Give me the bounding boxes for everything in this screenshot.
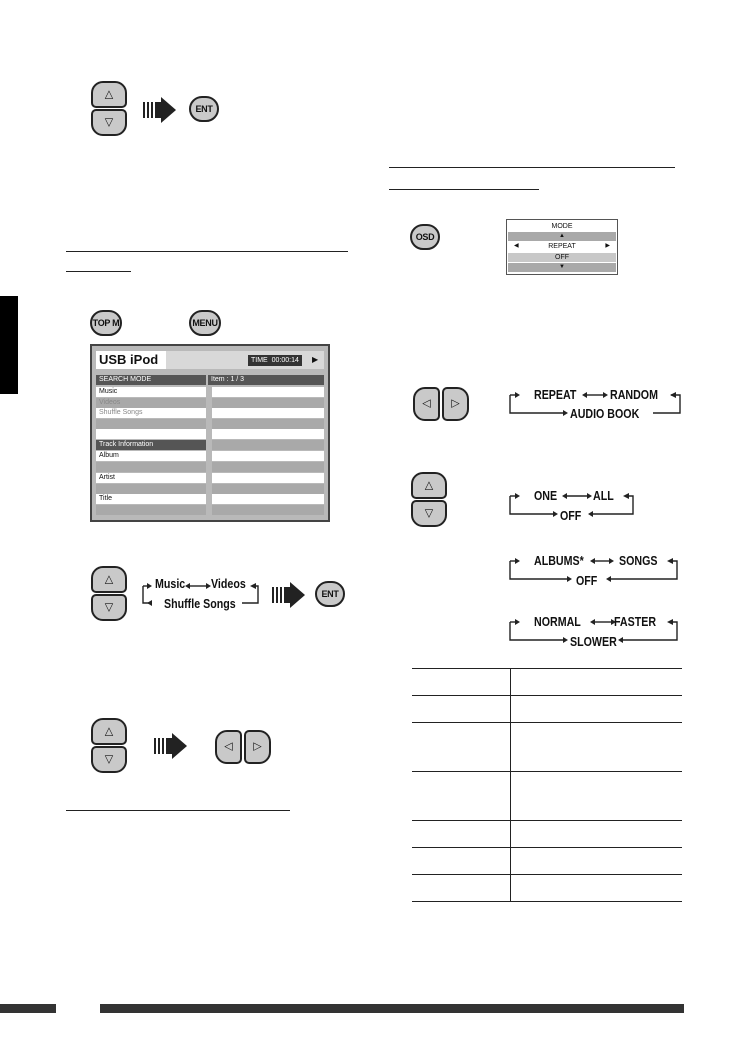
time-label: TIME [251, 357, 268, 364]
time-display [248, 355, 302, 366]
left-button[interactable] [413, 387, 440, 421]
next-arrow-icon [154, 733, 188, 759]
table-border-top [412, 668, 682, 669]
list-item [96, 429, 206, 439]
right-button[interactable] [442, 387, 469, 421]
mode-down-icon: ▼ [508, 263, 616, 272]
cycle-songs: SONGS [619, 553, 658, 568]
footer-bar-right [100, 1004, 684, 1013]
mode-option: OFF [508, 253, 616, 262]
mode-value-row[interactable] [508, 242, 616, 251]
list-item [96, 484, 206, 494]
up-button[interactable] [91, 718, 127, 745]
table-border-bottom [412, 901, 682, 902]
down-button[interactable] [411, 500, 447, 527]
list-item [212, 484, 324, 494]
cycle-off: OFF [576, 573, 598, 588]
section-tab [0, 296, 18, 394]
cycle-faster: FASTER [614, 614, 657, 629]
list-item [212, 440, 324, 450]
cycle-all: ALL [593, 488, 614, 503]
cycle-videos: Videos [211, 576, 246, 591]
up-down-buttons[interactable] [411, 472, 447, 528]
list-item [212, 408, 324, 418]
search-item-music[interactable]: Music [96, 387, 206, 397]
menu-button[interactable]: MENU [189, 310, 221, 336]
next-arrow-icon [272, 582, 306, 608]
time-value: 00:00:14 [271, 357, 299, 364]
item-counter: Item : 1 / 3 [208, 375, 324, 385]
next-arrow-icon [143, 97, 177, 123]
down-icon: ▽ [104, 753, 114, 765]
list-item [212, 462, 324, 472]
list-item [212, 494, 324, 504]
table-row-line [412, 820, 682, 821]
list-item [96, 419, 206, 429]
up-button[interactable] [91, 81, 127, 108]
track-field-artist: Artist [96, 473, 206, 483]
mode-up-icon: ▲ [508, 232, 616, 241]
up-icon: △ [424, 479, 434, 491]
down-button[interactable] [91, 746, 127, 773]
track-field-album: Album [96, 451, 206, 461]
list-item [212, 419, 324, 429]
section-heading-line [389, 167, 675, 168]
right-icon: ▷ [451, 397, 460, 410]
cycle-repeat: REPEAT [534, 387, 577, 402]
down-icon: ▽ [104, 116, 114, 128]
down-button[interactable] [91, 109, 127, 136]
track-field-title: Title [96, 494, 206, 504]
list-item [212, 473, 324, 483]
down-icon: ▽ [104, 601, 114, 613]
up-down-buttons[interactable] [91, 566, 127, 622]
cycle-one: ONE [534, 488, 558, 503]
up-icon: △ [104, 88, 114, 100]
cycle-slower: SLOWER [570, 634, 617, 649]
mode-right-icon: ▶ [605, 243, 610, 249]
table-row-line [412, 874, 682, 875]
left-icon: ◁ [422, 397, 431, 410]
up-icon: △ [104, 573, 114, 585]
table-row-line [412, 722, 682, 723]
list-item [212, 398, 324, 408]
cycle-off: OFF [560, 508, 582, 523]
osd-button[interactable]: OSD [410, 224, 440, 250]
list-item [96, 462, 206, 472]
up-down-buttons[interactable] [91, 718, 127, 774]
right-icon: ▷ [253, 740, 262, 753]
list-item [212, 505, 324, 515]
ent-button[interactable]: ENT [189, 96, 219, 122]
cycle-random: RANDOM [610, 387, 658, 402]
table-row-line [412, 847, 682, 848]
section-heading-line [66, 810, 290, 811]
section-heading-line-2 [66, 271, 131, 272]
up-button[interactable] [411, 472, 447, 499]
list-item [212, 387, 324, 397]
up-button[interactable] [91, 566, 127, 593]
section-heading-line-2 [389, 189, 539, 190]
list-item [96, 505, 206, 515]
search-item-shuffle[interactable]: Shuffle Songs [96, 408, 206, 418]
ipod-screen [90, 344, 330, 522]
left-button[interactable] [215, 730, 242, 764]
left-icon: ◁ [224, 740, 233, 753]
screen-title: USB iPod [96, 351, 166, 369]
track-info-header: Track Information [96, 440, 206, 450]
cycle-music: Music [155, 576, 186, 591]
play-icon: ▶ [312, 355, 319, 364]
up-down-buttons[interactable] [91, 81, 127, 137]
left-right-buttons[interactable] [413, 387, 469, 421]
search-item-videos[interactable]: Videos [96, 398, 206, 408]
cycle-audio-book: AUDIO BOOK [570, 406, 640, 421]
top-menu-button[interactable]: TOP M [90, 310, 122, 336]
table-row-line [412, 771, 682, 772]
footer-bar-left [0, 1004, 56, 1013]
down-button[interactable] [91, 594, 127, 621]
table-column-divider [510, 668, 511, 902]
list-item [212, 451, 324, 461]
section-heading-line [66, 251, 348, 252]
mode-panel [506, 219, 618, 275]
up-icon: △ [104, 725, 114, 737]
left-right-buttons[interactable] [215, 730, 271, 764]
ent-button[interactable]: ENT [315, 581, 345, 607]
table-row-line [412, 695, 682, 696]
cycle-shuffle-songs: Shuffle Songs [164, 596, 236, 611]
cycle-albums: ALBUMS* [534, 553, 584, 568]
list-item [212, 429, 324, 439]
search-mode-header: SEARCH MODE [96, 375, 206, 385]
right-button[interactable] [244, 730, 271, 764]
mode-left-icon: ◀ [514, 243, 519, 249]
down-icon: ▽ [424, 507, 434, 519]
mode-value: REPEAT [548, 243, 576, 250]
cycle-normal: NORMAL [534, 614, 581, 629]
mode-title: MODE [508, 222, 616, 231]
